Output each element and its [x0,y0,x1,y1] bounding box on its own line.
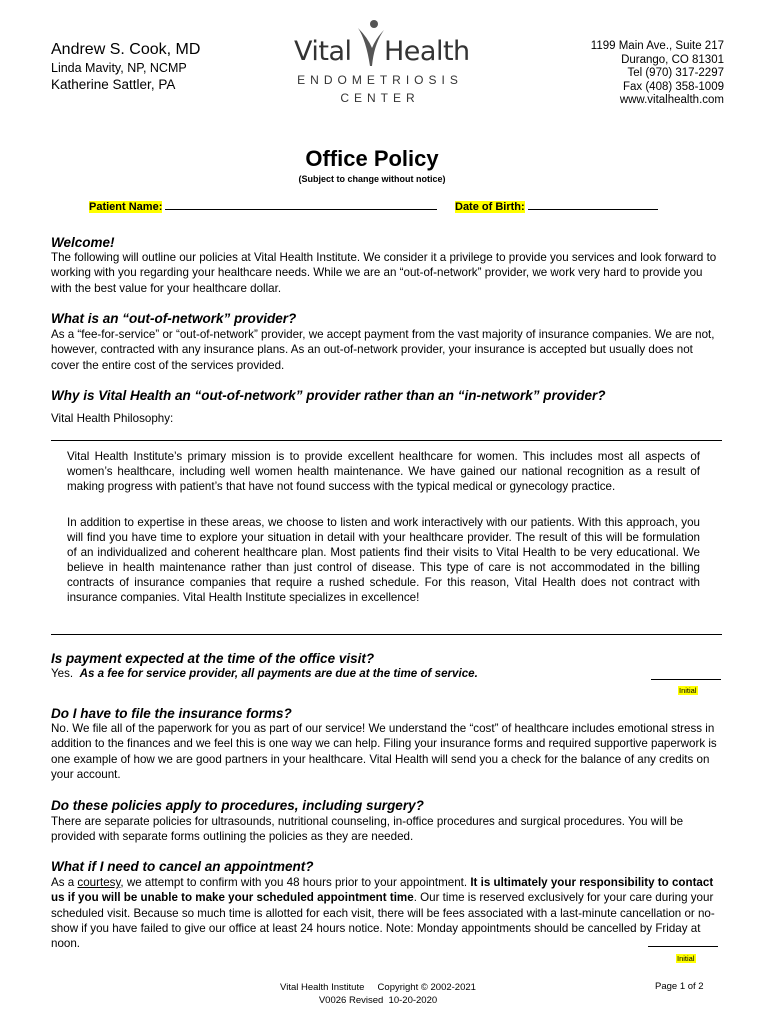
initial-label: Initial [679,686,697,695]
section-heading-insurance: Do I have to file the insurance forms? [51,706,292,721]
provider-name: Katherine Sattler, PA [51,76,176,92]
cancel-text-part: . Our time is reserved exclusively for your care during your scheduled visit. Because so much time is allotted for each visit, there will be fees associated with a last-minute cancellation or no-show if you have failed to give our office at least 24 hours notice. Note: Monday appointments should be cancelled by Friday at noon. [51,891,715,951]
payment-policy: As a fee for service provider, all payments are due at the time of service. [79,667,478,680]
oon-text: As a “fee-for-service” or “out-of-network” provider, we accept payment from the vast majority of insurance companies. We are not, however, contracted with any insurance plans. As an out-of-network provider, your insurance is accepted but usually does not cover the entire cost of the services provided. [51,328,715,372]
logo-endometriosis: ENDOMETRIOSIS [297,73,463,87]
patient-name-label: Patient Name: [89,201,163,213]
cancel-text [51,875,717,951]
page-number: Page 1 of 2 [655,981,704,992]
payment-text [51,666,723,681]
courtesy-word: courtesy [77,876,121,889]
figure-logo-icon [356,18,386,70]
welcome-text: The following will outline our policies at Vital Health Institute. We consider it a privilege to provide you services and look forward to working with you regarding your healthcare needs. While we are an “out-of-network” provider, we work very hard to provide you with the best value for your healthcare dollar. [51,251,717,295]
footer-revision: V0026 Revised 10-20-2020 [318,995,438,1006]
cancel-initial-line[interactable] [648,946,718,947]
provider-name: Linda Mavity, NP, NCMP [51,61,187,75]
page-title: Office Policy [305,146,439,171]
patient-name-field[interactable] [89,198,437,213]
fax: Fax (408) 358-1009 [622,80,724,93]
dob-input[interactable] [528,198,658,210]
office-address [591,40,724,108]
payment-initial [678,680,698,698]
dob-field[interactable] [455,198,658,213]
initial-label: Initial [677,954,695,963]
website-link[interactable]: www.vitalhealth.com [619,94,724,107]
address-line: 1199 Main Ave., Suite 217 [590,40,724,52]
divider [51,440,722,441]
divider [51,634,722,635]
footer [0,981,756,1007]
cancel-text-part: As a [51,876,78,889]
section-heading-why: Why is Vital Health an “out-of-network” provider rather than an “in-network” provider? [51,388,606,403]
section-heading-procedures: Do these policies apply to procedures, including surgery? [51,798,424,813]
logo-word-health: Health [384,36,470,67]
cancel-responsibility: It is ultimately your responsibility to contact us if you will be unable to make your scheduled appointment time [51,876,714,905]
insurance-text: No. We file all of the paperwork for you as part of our service! We understand the “cost” of healthcare includes emotional stress in addition to the finances and we feel this is one way we can help. Filing your insurance forms and required supportive paperwork is one example of how we are good partners in your healthcare. Vital Health will send you a check for the balance of any credits on your account. [51,722,717,781]
provider-list [51,42,200,94]
dob-label: Date of Birth: [455,201,525,213]
procedures-text: There are separate policies for ultrasounds, nutritional counseling, in-office procedures and surgical procedures. You will be provided with separate forms outlining the policies as they are needed. [51,815,684,844]
cancel-initial [676,948,696,966]
cancel-text-part: , we attempt to confirm with you 48 hours prior to your appointment. [120,876,471,889]
patient-name-input[interactable] [165,198,437,210]
section-heading-welcome: Welcome! [51,235,115,250]
logo-center: CENTER [340,91,420,105]
vital-health-logo [290,18,470,108]
philosophy-para-2: In addition to expertise in these areas, we choose to listen and work interactively with our patients. With this approach, you will find you have time to explore your situation in detail with your healthcare provider. The result of this will be formulation of an individualized and coherent healthcare plan. Most patients find their visits to Vital Health to be very educational. We believe in health maintenance rather than just control of disease. This type of care is not accommodated in the billing contracts of insurance companies that require a rushed schedule. For this reason, Vital Health does not contract with insurance companies. Vital Health Institute specializes in excellence! [67,516,700,605]
section-heading-oon: What is an “out-of-network” provider? [51,311,297,326]
section-heading-payment: Is payment expected at the time of the office visit? [51,651,375,666]
provider-name-primary: Andrew S. Cook, MD [51,41,201,58]
payment-yes: Yes. [51,667,74,680]
footer-copyright: Vital Health Institute Copyright © 2002-2021 [280,982,476,993]
page-subtitle: (Subject to change without notice) [298,174,446,184]
section-heading-cancel: What if I need to cancel an appointment? [51,859,314,874]
philosophy-label: Vital Health Philosophy: [51,412,174,425]
logo-word-vital: Vital [294,36,352,67]
phone: Tel (970) 317-2297 [627,67,724,80]
philosophy-para-1: Vital Health Institute’s primary mission is to provide excellent healthcare for women. This includes most all aspects of women’s healthcare, including well women health maintenance. We have gained our national recognition as a result of making progress with patient’s that have not found success with the typical medical or gynecology practice. [67,450,700,494]
address-line: Durango, CO 81301 [621,53,724,66]
